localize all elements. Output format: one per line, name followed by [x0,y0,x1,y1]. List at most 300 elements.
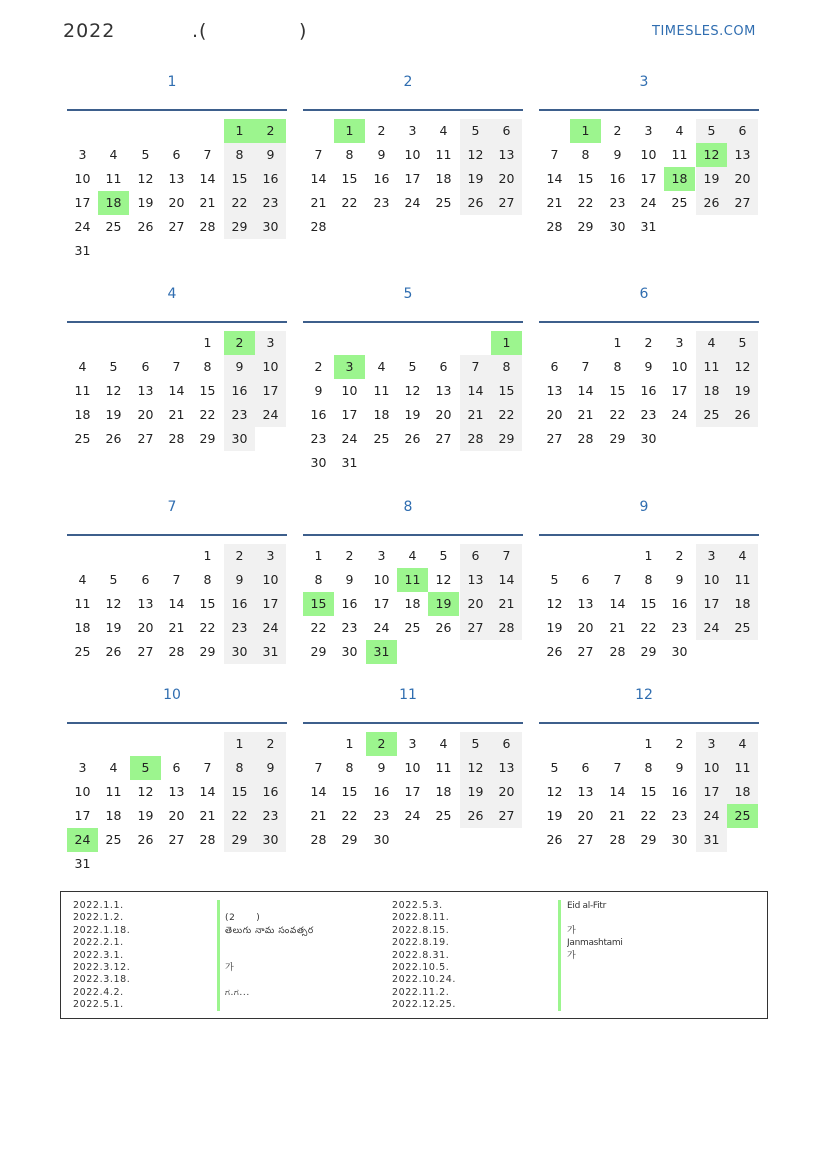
calendar-day: 5 [696,119,727,143]
calendar-day: 20 [168,808,185,823]
calendar-day: 18 [435,171,452,186]
holiday-day: 15 [303,592,334,616]
calendar-day: 3 [644,123,653,138]
calendar-day: 16 [609,171,626,186]
calendar-day: 21 [168,407,185,422]
calendar-day: 24 [404,195,421,210]
holiday-entry [225,937,385,949]
month-rule [303,109,523,111]
calendar-day: 18 [435,784,452,799]
month-name: 4 [167,286,177,302]
calendar-day: 6 [550,359,559,374]
calendar-day: 10 [404,147,421,162]
calendar-day: 7 [314,147,323,162]
calendar-day: 19 [105,620,122,635]
calendar-day: 21 [310,808,327,823]
calendar-day: 12 [404,383,421,398]
calendar-day: 17 [696,780,727,804]
calendar-day: 30 [310,455,327,470]
holiday-list [60,891,768,1019]
calendar-day: 1 [644,548,653,563]
calendar-day: 24 [640,195,657,210]
calendar-day: 6 [141,359,150,374]
calendar-day: 7 [581,359,590,374]
calendar-day: 14 [199,171,216,186]
calendar-day: 17 [404,171,421,186]
holiday-entry [225,999,385,1011]
calendar-day: 23 [255,804,286,828]
calendar-day: 19 [404,407,421,422]
calendar-day: 24 [696,616,727,640]
calendar-day: 15 [491,379,522,403]
calendar-day: 26 [404,431,421,446]
calendar-day: 4 [109,147,118,162]
calendar-day: 6 [439,359,448,374]
calendar-day: 12 [435,572,452,587]
holiday-day: 24 [67,828,98,852]
holiday-marker-left [217,900,220,1011]
calendar-day: 29 [199,431,216,446]
calendar-day: 1 [613,335,622,350]
calendar-day: 11 [696,355,727,379]
holiday-names-left [225,900,385,1012]
calendar-day: 28 [168,431,185,446]
holiday-day: 19 [428,592,459,616]
calendar-day: 12 [137,171,154,186]
calendar-day: 3 [408,736,417,751]
calendar-day: 7 [550,147,559,162]
calendar-day: 11 [74,383,91,398]
holiday-entry: 2022.4.2. [73,986,124,998]
calendar-day: 3 [255,331,286,355]
holiday-entry: (2 ) [225,913,261,924]
holiday-entry [225,950,385,962]
calendar-day: 29 [609,431,626,446]
calendar-day: 26 [546,832,563,847]
calendar-day: 25 [727,616,758,640]
calendar-day: 20 [546,407,563,422]
calendar-day: 16 [640,383,657,398]
holiday-day: 5 [130,756,161,780]
calendar-day: 28 [546,219,563,234]
holiday-entry: 2022.1.1. [73,900,124,911]
calendar-day: 11 [105,171,122,186]
holiday-entry [567,987,757,999]
calendar-day: 29 [224,828,255,852]
calendar-day: 19 [546,808,563,823]
calendar-day: 28 [199,832,216,847]
calendar-day: 9 [224,355,255,379]
calendar-day: 9 [675,760,684,775]
calendar-day: 30 [671,644,688,659]
calendar-day: 26 [696,191,727,215]
calendar-day: 30 [671,832,688,847]
calendar-day: 21 [546,195,563,210]
calendar-day: 25 [435,195,452,210]
calendar-day: 2 [314,359,323,374]
calendar-day: 16 [310,407,327,422]
calendar-day: 24 [341,431,358,446]
calendar-day: 10 [671,359,688,374]
calendar-day: 18 [404,596,421,611]
calendar-day: 27 [137,644,154,659]
holiday-day: 1 [224,119,255,143]
calendar-day: 26 [105,431,122,446]
calendar-day: 13 [435,383,452,398]
holiday-entry: 가 [225,962,235,973]
calendar-day: 8 [314,572,323,587]
holiday-day: 25 [727,804,758,828]
calendar-day: 5 [109,572,118,587]
calendar-day: 22 [577,195,594,210]
month-name: 9 [639,499,649,515]
calendar-day: 24 [696,804,727,828]
calendar-day: 13 [137,596,154,611]
calendar-day: 3 [78,760,87,775]
calendar-day: 26 [546,644,563,659]
holiday-entry: ಗ.ಗ... [225,987,250,998]
calendar-day: 30 [255,828,286,852]
holiday-entry: 2022.8.15. [392,924,450,936]
calendar-day: 28 [460,427,491,451]
calendar-day: 8 [224,143,255,167]
calendar-day: 9 [255,143,286,167]
calendar-day: 30 [640,431,657,446]
calendar-day: 23 [224,616,255,640]
month-name: 12 [635,687,653,703]
calendar-day: 26 [137,832,154,847]
calendar-day: 16 [224,592,255,616]
calendar-day: 6 [172,147,181,162]
holiday-names-right [567,900,757,1012]
month-name: 3 [639,74,649,90]
calendar-day: 14 [168,383,185,398]
holiday-entry: 2022.3.18. [73,974,131,986]
calendar-day: 11 [373,383,390,398]
month-name: 10 [163,687,181,703]
calendar-day: 29 [640,644,657,659]
month-rule [67,722,287,724]
calendar-day: 22 [341,195,358,210]
calendar-day: 22 [640,620,657,635]
calendar-day: 13 [577,596,594,611]
calendar-day: 6 [491,119,522,143]
calendar-day: 16 [671,596,688,611]
calendar-day: 19 [460,780,491,804]
calendar-day: 12 [546,784,563,799]
holiday-entry: 2022.1.18. [73,924,131,936]
calendar-day: 16 [373,171,390,186]
calendar-day: 11 [727,568,758,592]
calendar-day: 3 [78,147,87,162]
holiday-entry: 2022.5.1. [73,999,124,1011]
month-name: 7 [167,499,177,515]
calendar-day: 6 [141,572,150,587]
calendar-day: 12 [137,784,154,799]
calendar-day: 8 [345,147,354,162]
calendar-day: 27 [435,431,452,446]
calendar-day: 28 [491,616,522,640]
holiday-day: 12 [696,143,727,167]
month-name: 6 [639,286,649,302]
calendar-day: 17 [341,407,358,422]
calendar-day: 17 [640,171,657,186]
calendar-day: 8 [491,355,522,379]
calendar-day: 17 [74,808,91,823]
calendar-day: 2 [675,736,684,751]
calendar-day: 27 [168,832,185,847]
holiday-entry [567,999,757,1011]
calendar-day: 28 [609,644,626,659]
calendar-day: 4 [408,548,417,563]
month-name: 1 [167,74,177,90]
calendar-day: 17 [74,195,91,210]
calendar-day: 28 [577,431,594,446]
calendar-day: 12 [727,355,758,379]
calendar-day: 16 [373,784,390,799]
calendar-day: 15 [341,784,358,799]
month-rule [67,109,287,111]
calendar-day: 21 [609,808,626,823]
calendar-day: 5 [550,760,559,775]
calendar-day: 22 [199,407,216,422]
calendar-day: 7 [203,147,212,162]
calendar-day: 28 [310,832,327,847]
calendar-day: 21 [168,620,185,635]
calendar-day: 5 [141,147,150,162]
holiday-entry: 2022.10.24. [392,974,457,986]
holiday-day: 2 [255,119,286,143]
calendar-day: 27 [460,616,491,640]
holiday-entry: Janmashtami [567,938,623,949]
calendar-day: 15 [199,596,216,611]
calendar-day: 22 [199,620,216,635]
calendar-day: 8 [644,572,653,587]
calendar-day: 4 [78,359,87,374]
calendar-day: 3 [696,544,727,568]
holiday-entry: 2022.2.1. [73,937,124,949]
calendar-day: 27 [137,431,154,446]
calendar-day: 6 [727,119,758,143]
calendar-day: 23 [373,808,390,823]
calendar-day: 10 [341,383,358,398]
holiday-entry [225,974,385,986]
calendar-day: 21 [491,592,522,616]
calendar-day: 16 [224,379,255,403]
calendar-day: 1 [203,548,212,563]
calendar-day: 25 [404,620,421,635]
calendar-day: 12 [460,756,491,780]
calendar-day: 15 [609,383,626,398]
holiday-day: 11 [397,568,428,592]
holiday-day: 2 [224,331,255,355]
calendar-day: 20 [491,780,522,804]
calendar-day: 25 [435,808,452,823]
calendar-day: 1 [203,335,212,350]
calendar-day: 14 [577,383,594,398]
calendar-day: 9 [255,756,286,780]
calendar-day: 21 [199,195,216,210]
calendar-day: 4 [439,123,448,138]
calendar-day: 8 [224,756,255,780]
month-rule [539,109,759,111]
calendar-day: 30 [255,215,286,239]
calendar-day: 6 [460,544,491,568]
calendar-day: 27 [491,804,522,828]
calendar-day: 28 [168,644,185,659]
calendar-day: 24 [255,616,286,640]
calendar-day: 5 [460,732,491,756]
calendar-day: 17 [404,784,421,799]
calendar-day: 1 [314,548,323,563]
calendar-day: 9 [224,568,255,592]
calendar-day: 3 [408,123,417,138]
calendar-day: 11 [727,756,758,780]
calendar-day: 8 [345,760,354,775]
calendar-day: 2 [224,544,255,568]
calendar-day: 23 [341,620,358,635]
calendar-day: 13 [491,143,522,167]
holiday-entry: 2022.11.2. [392,986,450,998]
calendar-day: 23 [671,808,688,823]
calendar-day: 17 [373,596,390,611]
calendar-day: 13 [546,383,563,398]
calendar-day: 22 [640,808,657,823]
calendar-day: 24 [671,407,688,422]
title-dot: .( [192,20,208,42]
month-rule [303,722,523,724]
calendar-day: 3 [675,335,684,350]
holiday-entry: 2022.1.2. [73,912,124,924]
calendar-day: 4 [727,732,758,756]
calendar-day: 7 [314,760,323,775]
holiday-day: 31 [366,640,397,664]
calendar-day: 20 [577,620,594,635]
calendar-day: 6 [581,572,590,587]
calendar-day: 20 [137,407,154,422]
calendar-day: 26 [105,644,122,659]
calendar-day: 14 [168,596,185,611]
calendar-day: 20 [727,167,758,191]
month-rule [67,321,287,323]
calendar-day: 13 [460,568,491,592]
calendar-day: 20 [137,620,154,635]
calendar-day: 26 [460,804,491,828]
calendar-day: 4 [439,736,448,751]
calendar-day: 9 [377,147,386,162]
calendar-day: 21 [460,403,491,427]
calendar-day: 13 [137,383,154,398]
calendar-day: 15 [341,171,358,186]
calendar-day: 5 [439,548,448,563]
calendar-day: 15 [577,171,594,186]
calendar-day: 5 [550,572,559,587]
holiday-day: 3 [334,355,365,379]
month-rule [539,722,759,724]
calendar-day: 13 [577,784,594,799]
calendar-day: 5 [460,119,491,143]
holiday-entry: 가 [567,950,576,961]
month-rule [539,534,759,536]
calendar-day: 5 [727,331,758,355]
calendar-day: 4 [78,572,87,587]
calendar-day: 20 [577,808,594,823]
calendar-day: 19 [137,195,154,210]
calendar-day: 10 [255,355,286,379]
calendar-day: 18 [727,780,758,804]
calendar-day: 25 [696,403,727,427]
calendar-day: 14 [609,596,626,611]
calendar-day: 27 [577,832,594,847]
calendar-day: 11 [74,596,91,611]
holiday-day: 1 [491,331,522,355]
calendar-day: 31 [74,856,91,871]
month-rule [303,321,523,323]
calendar-day: 6 [581,760,590,775]
calendar-day: 29 [577,219,594,234]
calendar-day: 21 [609,620,626,635]
calendar-day: 14 [310,171,327,186]
calendar-day: 8 [203,572,212,587]
calendar-day: 13 [491,756,522,780]
calendar-day: 17 [671,383,688,398]
calendar-day: 27 [727,191,758,215]
holiday-entry: 2022.8.31. [392,949,450,961]
calendar-day: 1 [224,732,255,756]
calendar-day: 17 [255,592,286,616]
calendar-day: 7 [613,572,622,587]
calendar-day: 19 [137,808,154,823]
holiday-day: 1 [570,119,601,143]
calendar-day: 4 [675,123,684,138]
calendar-day: 8 [613,359,622,374]
calendar-day: 25 [671,195,688,210]
calendar-day: 24 [74,219,91,234]
holiday-entry: తెలుగు నామ సంవత్సర [225,925,314,936]
holiday-entry: 가 [567,925,576,936]
calendar-day: 22 [224,191,255,215]
calendar-day: 26 [460,191,491,215]
calendar-day: 12 [546,596,563,611]
calendar-day: 18 [373,407,390,422]
site-link[interactable]: TIMESLES.COM [652,24,756,39]
calendar-day: 22 [310,620,327,635]
calendar-day: 25 [74,431,91,446]
month-name: 2 [403,74,413,90]
calendar-day: 13 [727,143,758,167]
calendar-day: 18 [74,620,91,635]
calendar-day: 6 [491,732,522,756]
calendar-day: 22 [341,808,358,823]
month-name: 11 [399,687,417,703]
calendar-day: 15 [224,167,255,191]
holiday-entry: 2022.10.5. [392,961,450,973]
calendar-day: 16 [255,780,286,804]
calendar-day: 5 [408,359,417,374]
holiday-entry [567,974,757,986]
calendar-day: 31 [255,640,286,664]
calendar-day: 2 [377,123,386,138]
calendar-day: 11 [671,147,688,162]
calendar-day: 18 [727,592,758,616]
calendar-day: 20 [460,592,491,616]
calendar-day: 10 [373,572,390,587]
calendar-day: 19 [105,407,122,422]
calendar-day: 4 [109,760,118,775]
holiday-marker-right [558,900,561,1011]
calendar-day: 30 [224,640,255,664]
calendar-day: 4 [377,359,386,374]
